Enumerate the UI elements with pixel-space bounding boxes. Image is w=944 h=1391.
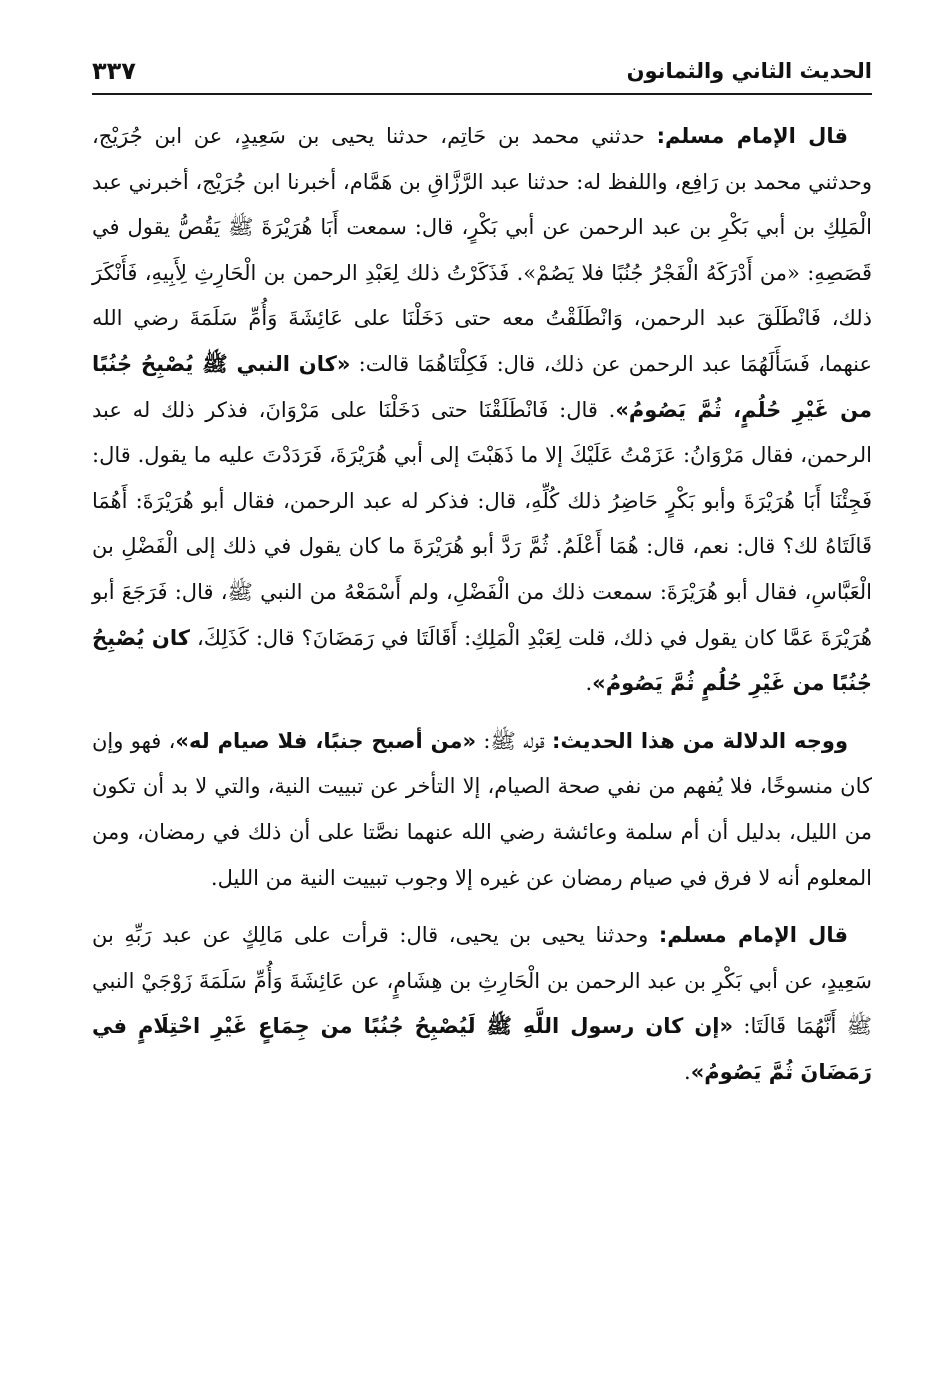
page-header — [92, 42, 872, 86]
hadith-quote: «من أصبح جنبًا، فلا صيام له» — [175, 728, 477, 753]
paragraph-text: وحدثنا يحيى بن يحيى، قال: قرأت على مَالِكٍ عن عبد رَبِّهِ بن سَعِيدٍ، عن أبي بَكْرِ بن عبد الرحمن بن الْحَارِثِ بن هِشَامٍ، عن عَائِشَةَ وَأُمِّ سَلَمَةَ زَوْجَيْ النبي ﷺ أَنَّهُمَا قَالَتَا: — [92, 923, 872, 1039]
chapter-title: الحديث الثاني والثمانون — [626, 59, 872, 83]
page-number: ٣٣٧ — [92, 57, 136, 85]
paragraph-second-narration — [92, 913, 872, 1095]
header-divider — [92, 93, 872, 95]
paragraph-lead: قال الإمام مسلم: — [656, 124, 849, 148]
paragraph-text: . قال: فَانْطَلَقْنَا حتى دَخَلْنَا على مَرْوَانَ، فذكر ذلك له عبد الرحمن، فقال مَرْوَانُ: عَزَمْتُ عَلَيْكَ إلا ما ذَهَبْتَ إلى أبي هُرَيْرَةَ، فَرَدَدْتَ عليه ما يقول. قال: فَجِئْنَا أَبَا هُرَيْرَةَ وأبو بَكْرٍ حَاضِرُ ذلك كُلِّهِ، قال: فذكر له عبد الرحمن، فقال أبو هُرَيْرَةَ: أَهُمَا قَالَتَاهُ لك؟ قال: نعم، قال: هُمَا أَعْلَمُ. ثُمَّ رَدَّ أبو هُرَيْرَةَ ما كان يقول في ذلك إلى الْفَضْلِ بن الْعَبَّاسِ، فقال أبو هُرَيْرَةَ: سمعت ذلك من الْفَضْلِ، ولم أَسْمَعْهُ من النبي ﷺ، قال: فَرَجَعَ أبو هُرَيْرَةَ عَمَّا كان يقول في ذلك، قلت لِعَبْدِ الْمَلِكِ: أَقَالَتَا في رَمَضَانَ؟ قال: كَذَلِكَ، — [92, 397, 873, 650]
paragraph-lead: قال الإمام مسلم: — [658, 923, 848, 948]
paragraph-text: حدثني محمد بن حَاتِم، حدثنا يحيى بن سَعِيدٍ، عن ابن جُرَيْج، وحدثني محمد بن رَافِع، واللفظ له: حدثنا عبد الرَّزَّاقِ بن هَمَّام، أخبرنا ابن جُرَيْج، أخبرني عبد الْمَلِكِ بن أبي بَكْرِ بن عبد الرحمن عن أبي بَكْرٍ، قال: سمعت أَبَا هُرَيْرَةَ ﷺ يَقُصُّ يقول في قَصَصِهِ: «من أَدْرَكَهُ الْفَجْرُ جُنُبًا فلا يَصُمْ». فَذَكَرْتُ ذلك لِعَبْدِ الرحمن بن الْحَارِثِ لِأَبِيهِ، فَأَنْكَرَ ذلك، فَانْطَلَقَ عبد الرحمن، وَانْطَلَقْتُ معه حتى دَخَلْنَا على عَائِشَةَ وَأُمِّ سَلَمَةَ رضي الله عنهما، فَسَأَلَهُمَا عبد الرحمن عن ذلك، قال: فَكِلْتَاهُمَا قالت: — [92, 124, 873, 376]
paragraph-hadith-narration — [92, 114, 872, 707]
paragraph-lead: ووجه الدلالة من هذا الحديث: — [552, 728, 849, 753]
hadith-quote: «إن كان رسول اللَّهِ ﷺ لَيُصْبِحُ جُنُبًا من جِمَاعٍ غَيْرِ احْتِلَامٍ في رَمَضَانَ ثُمَّ يَصُومُ» — [92, 1014, 872, 1084]
hadith-quote: «كان النبي ﷺ يُصْبِحُ جُنُبًا من غَيْرِ حُلُمٍ، ثُمَّ يَصُومُ» — [92, 351, 872, 422]
paragraph-text: ، فهو وإن كان منسوخًا، فلا يُفهم من نفي صحة الصيام، إلا التأخر عن تبييت النية، والتي لا بد أن تكون من الليل، بدليل أن أم سلمة وعائشة رضي الله عنهما نصَّتا على أن ذلك في رمضان، ومن المعلوم أنه لا فرق في صيام رمضان عن غيره إلا وجوب تبييت النية من الليل. — [92, 728, 872, 890]
paragraph-text: . — [585, 671, 593, 696]
hadith-quote: كان يُصْبِحُ جُنُبًا من غَيْرِ حُلُمٍ ثُمَّ يَصُومُ» — [92, 625, 872, 696]
page-body — [92, 114, 872, 1095]
paragraph-evidence — [92, 719, 872, 901]
paragraph-text: . — [684, 1059, 691, 1084]
paragraph-text: قوله ﷺ: — [476, 728, 553, 753]
